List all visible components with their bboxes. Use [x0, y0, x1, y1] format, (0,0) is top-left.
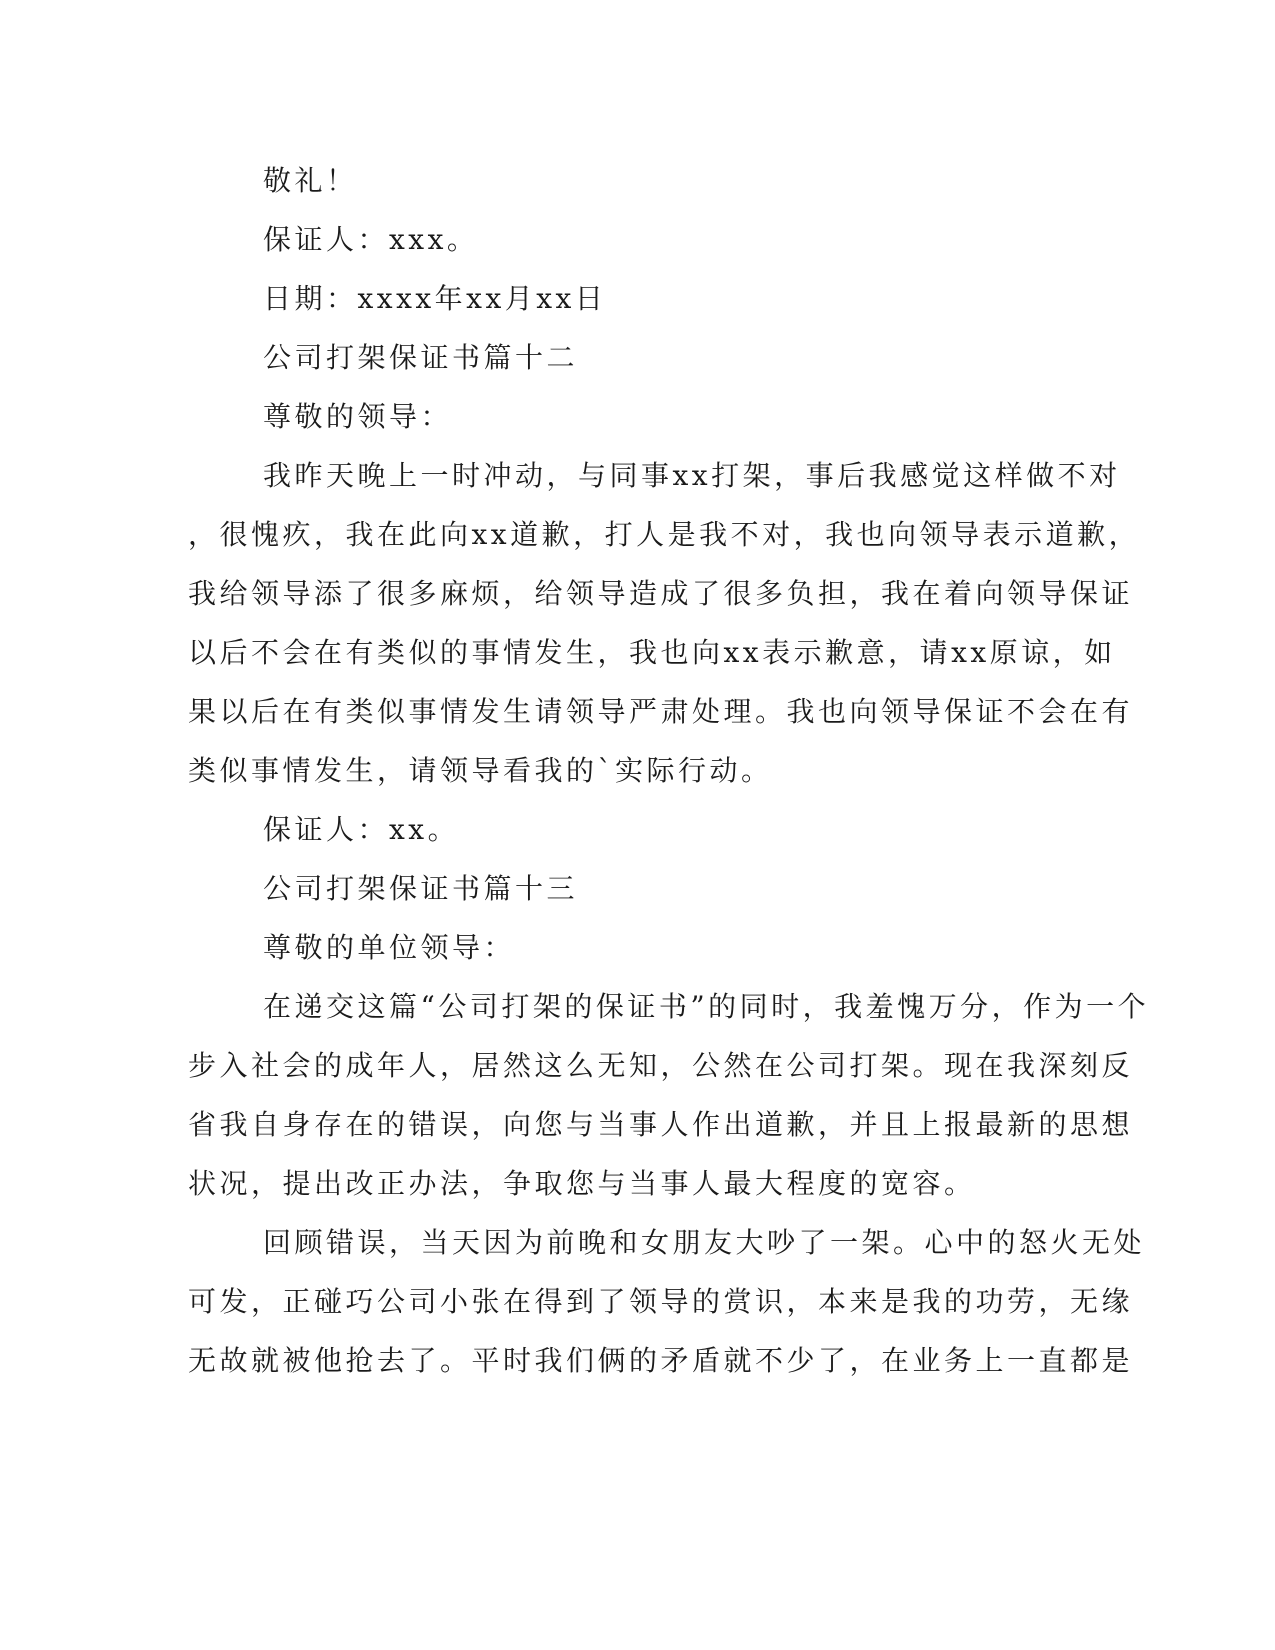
- section-title-13: 公司打架保证书篇十三: [263, 872, 579, 905]
- body-line: 步入社会的成年人，居然这么无知，公然在公司打架。现在我深刻反: [188, 1049, 1134, 1082]
- body-line: 果以后在有类似事情发生请领导严肃处理。我也向领导保证不会在有: [188, 695, 1134, 728]
- body-line: 无故就被他抢去了。平时我们俩的矛盾就不少了，在业务上一直都是: [188, 1344, 1134, 1377]
- body-line: 在递交这篇“公司打架的保证书”的同时，我羞愧万分，作为一个: [263, 990, 1150, 1023]
- body-line: 类似事情发生，请领导看我的`实际行动。: [188, 754, 773, 787]
- greeting-12: 尊敬的领导：: [263, 400, 453, 433]
- body-line: 可发，正碰巧公司小张在得到了领导的赏识，本来是我的功劳，无缘: [188, 1285, 1134, 1318]
- date-line: 日期：xxxx年xx月xx日: [263, 282, 607, 315]
- body-line: 状况，提出改正办法，争取您与当事人最大程度的宽容。: [188, 1167, 976, 1200]
- body-line: ，很愧疚，我在此向xx道歉，打人是我不对，我也向领导表示道歉，: [188, 518, 1141, 551]
- guarantor-line: 保证人：xxx。: [263, 223, 479, 256]
- body-line: 以后不会在有类似的事情发生，我也向xx表示歉意，请xx原谅，如: [188, 636, 1116, 669]
- body-line: 省我自身存在的错误，向您与当事人作出道歉，并且上报最新的思想: [188, 1108, 1134, 1141]
- body-line: 我昨天晚上一时冲动，与同事xx打架，事后我感觉这样做不对: [263, 459, 1121, 492]
- guarantor-line: 保证人：xx。: [263, 813, 460, 846]
- body-line: 回顾错误，当天因为前晚和女朋友大吵了一架。心中的怒火无处: [263, 1226, 1146, 1259]
- closing-salutation: 敬礼！: [263, 164, 358, 197]
- section-title-12: 公司打架保证书篇十二: [263, 341, 579, 374]
- greeting-13: 尊敬的单位领导：: [263, 931, 516, 964]
- body-line: 我给领导添了很多麻烦，给领导造成了很多负担，我在着向领导保证: [188, 577, 1134, 610]
